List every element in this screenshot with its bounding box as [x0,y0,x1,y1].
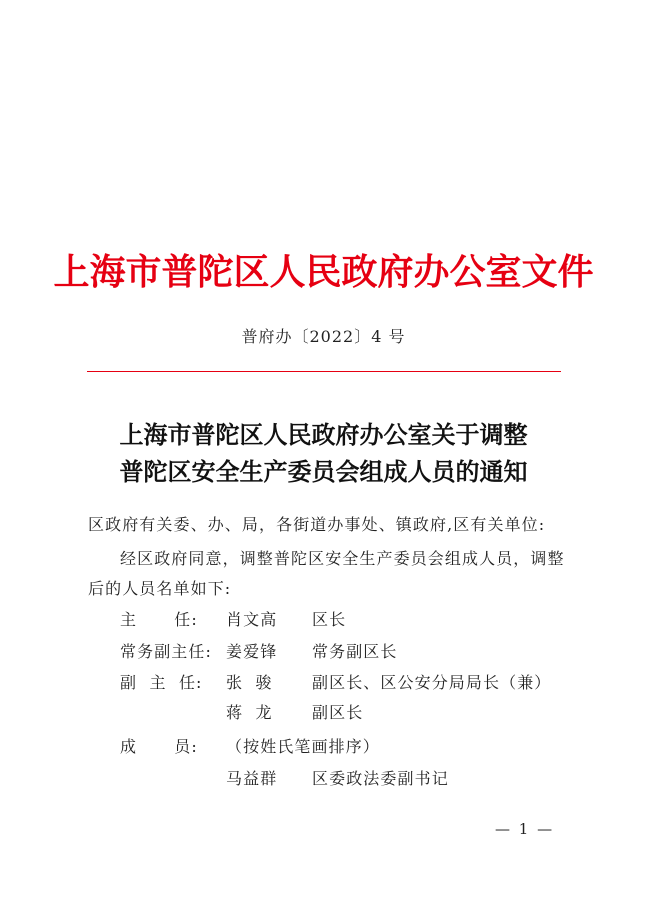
member-title: 副区长、区公安分局局长（兼） [312,673,552,692]
member-sort-note: （按姓氏笔画排序） [226,737,380,756]
member-title: 区委政法委副书记 [312,769,449,788]
member-name: 张 骏 [226,673,273,692]
body-paragraph-line-2: 后的人员名单如下: [88,579,232,598]
member-title: 副区长 [312,703,364,722]
member-role: 主 任: [120,610,198,629]
member-role: 常务副主任: [120,642,212,661]
member-name: 蒋 龙 [226,703,273,722]
member-title: 常务副区长 [312,642,398,661]
body-paragraph-line-1: 经区政府同意，调整普陀区安全生产委员会组成人员，调整 [120,549,565,568]
addressee-line: 区政府有关委、办、局，各街道办事处、镇政府,区有关单位: [88,515,546,534]
page-number: — 1 — [495,820,555,838]
member-name: 姜爱锋 [226,642,278,661]
masthead-title: 上海市普陀区人民政府办公室文件 [53,251,594,293]
red-divider-rule [87,371,561,372]
notice-title-line-2: 普陀区安全生产委员会组成人员的通知 [119,457,528,486]
notice-title-line-1: 上海市普陀区人民政府办公室关于调整 [119,420,528,449]
member-name: 肖文高 [226,610,278,629]
document-number: 普府办〔2022〕4 号 [241,327,406,346]
member-name: 马益群 [226,769,278,788]
member-role: 成 员: [120,737,198,756]
member-role: 副 主 任: [120,673,203,692]
member-title: 区长 [312,610,347,629]
